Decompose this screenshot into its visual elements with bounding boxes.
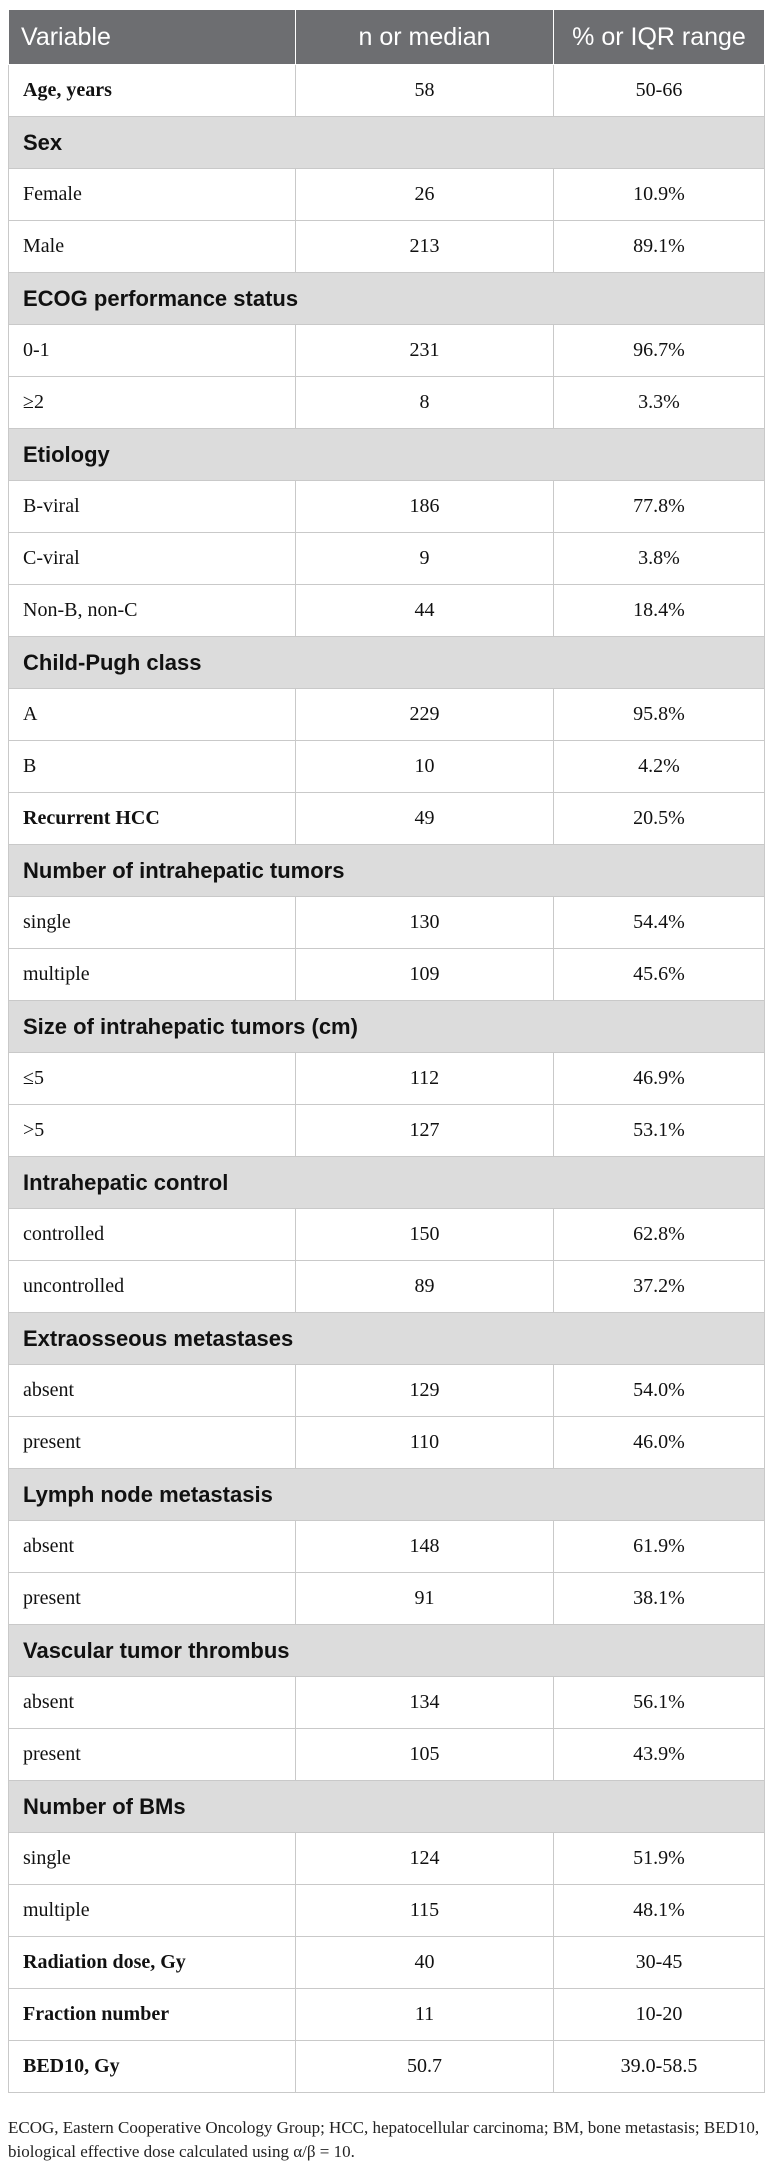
- table-row: [9, 1261, 765, 1313]
- n-or-median-cell: 91: [296, 1573, 554, 1625]
- pct-or-iqr-cell: 10-20: [554, 1989, 765, 2041]
- variable-cell: ≥2: [9, 377, 296, 429]
- table-row: [9, 1989, 765, 2041]
- table-row: [9, 949, 765, 1001]
- pct-or-iqr-cell: 4.2%: [554, 741, 765, 793]
- pct-or-iqr-cell: 89.1%: [554, 221, 765, 273]
- table-row: [9, 221, 765, 273]
- n-or-median-cell: 127: [296, 1105, 554, 1157]
- variable-cell: Radiation dose, Gy: [9, 1937, 296, 1989]
- n-or-median-cell: 26: [296, 169, 554, 221]
- table-row: [9, 1053, 765, 1105]
- n-or-median-cell: 229: [296, 689, 554, 741]
- header-n-or-median: n or median: [296, 10, 554, 65]
- n-or-median-cell: 50.7: [296, 2041, 554, 2093]
- section-title: ECOG performance status: [9, 273, 765, 325]
- pct-or-iqr-cell: 46.0%: [554, 1417, 765, 1469]
- pct-or-iqr-cell: 48.1%: [554, 1885, 765, 1937]
- table-row: [9, 169, 765, 221]
- n-or-median-cell: 150: [296, 1209, 554, 1261]
- section-header-row: [9, 1625, 765, 1677]
- table-row: [9, 1365, 765, 1417]
- table-row: [9, 1677, 765, 1729]
- variable-cell: present: [9, 1729, 296, 1781]
- variable-cell: single: [9, 1833, 296, 1885]
- table-row: [9, 1521, 765, 1573]
- header-pct-or-iqr: % or IQR range: [554, 10, 765, 65]
- n-or-median-cell: 213: [296, 221, 554, 273]
- table-row: [9, 897, 765, 949]
- variable-cell: absent: [9, 1677, 296, 1729]
- table-row: [9, 533, 765, 585]
- table-row: [9, 1417, 765, 1469]
- variable-cell: present: [9, 1573, 296, 1625]
- section-header-row: [9, 1469, 765, 1521]
- variable-cell: present: [9, 1417, 296, 1469]
- pct-or-iqr-cell: 54.0%: [554, 1365, 765, 1417]
- pct-or-iqr-cell: 56.1%: [554, 1677, 765, 1729]
- table-header-row: [9, 10, 765, 65]
- table-row: [9, 481, 765, 533]
- n-or-median-cell: 124: [296, 1833, 554, 1885]
- section-title: Size of intrahepatic tumors (cm): [9, 1001, 765, 1053]
- table-row: [9, 1729, 765, 1781]
- pct-or-iqr-cell: 46.9%: [554, 1053, 765, 1105]
- pct-or-iqr-cell: 77.8%: [554, 481, 765, 533]
- pct-or-iqr-cell: 20.5%: [554, 793, 765, 845]
- n-or-median-cell: 58: [296, 65, 554, 117]
- n-or-median-cell: 129: [296, 1365, 554, 1417]
- pct-or-iqr-cell: 18.4%: [554, 585, 765, 637]
- variable-cell: Female: [9, 169, 296, 221]
- table-row: [9, 2041, 765, 2093]
- variable-cell: multiple: [9, 949, 296, 1001]
- n-or-median-cell: 9: [296, 533, 554, 585]
- header-variable: Variable: [9, 10, 296, 65]
- n-or-median-cell: 231: [296, 325, 554, 377]
- section-title: Vascular tumor thrombus: [9, 1625, 765, 1677]
- section-header-row: [9, 637, 765, 689]
- variable-cell: >5: [9, 1105, 296, 1157]
- section-title: Lymph node metastasis: [9, 1469, 765, 1521]
- variable-cell: ≤5: [9, 1053, 296, 1105]
- n-or-median-cell: 110: [296, 1417, 554, 1469]
- pct-or-iqr-cell: 39.0-58.5: [554, 2041, 765, 2093]
- pct-or-iqr-cell: 45.6%: [554, 949, 765, 1001]
- table-row: [9, 1573, 765, 1625]
- n-or-median-cell: 8: [296, 377, 554, 429]
- pct-or-iqr-cell: 61.9%: [554, 1521, 765, 1573]
- section-header-row: [9, 1001, 765, 1053]
- n-or-median-cell: 11: [296, 1989, 554, 2041]
- table-row: [9, 585, 765, 637]
- variable-cell: multiple: [9, 1885, 296, 1937]
- section-header-row: [9, 1157, 765, 1209]
- n-or-median-cell: 109: [296, 949, 554, 1001]
- pct-or-iqr-cell: 3.8%: [554, 533, 765, 585]
- variable-cell: BED10, Gy: [9, 2041, 296, 2093]
- section-title: Extraosseous metastases: [9, 1313, 765, 1365]
- table-body: [9, 65, 765, 2093]
- variable-cell: single: [9, 897, 296, 949]
- variable-cell: B-viral: [9, 481, 296, 533]
- n-or-median-cell: 44: [296, 585, 554, 637]
- pct-or-iqr-cell: 51.9%: [554, 1833, 765, 1885]
- characteristics-table-container: [8, 9, 764, 2093]
- pct-or-iqr-cell: 10.9%: [554, 169, 765, 221]
- table-row: [9, 1209, 765, 1261]
- variable-cell: Non-B, non-C: [9, 585, 296, 637]
- pct-or-iqr-cell: 37.2%: [554, 1261, 765, 1313]
- section-title: Number of BMs: [9, 1781, 765, 1833]
- variable-cell: absent: [9, 1521, 296, 1573]
- section-header-row: [9, 273, 765, 325]
- table-row: [9, 325, 765, 377]
- table-row: [9, 741, 765, 793]
- n-or-median-cell: 134: [296, 1677, 554, 1729]
- variable-cell: Fraction number: [9, 1989, 296, 2041]
- table-row: [9, 1833, 765, 1885]
- table-row: [9, 689, 765, 741]
- variable-cell: Recurrent HCC: [9, 793, 296, 845]
- variable-cell: 0-1: [9, 325, 296, 377]
- n-or-median-cell: 40: [296, 1937, 554, 1989]
- n-or-median-cell: 112: [296, 1053, 554, 1105]
- table-row: [9, 377, 765, 429]
- section-header-row: [9, 429, 765, 481]
- n-or-median-cell: 10: [296, 741, 554, 793]
- table-row: [9, 793, 765, 845]
- variable-cell: A: [9, 689, 296, 741]
- pct-or-iqr-cell: 54.4%: [554, 897, 765, 949]
- section-header-row: [9, 1781, 765, 1833]
- pct-or-iqr-cell: 30-45: [554, 1937, 765, 1989]
- n-or-median-cell: 89: [296, 1261, 554, 1313]
- variable-cell: Male: [9, 221, 296, 273]
- table-row: [9, 65, 765, 117]
- pct-or-iqr-cell: 96.7%: [554, 325, 765, 377]
- section-title: Etiology: [9, 429, 765, 481]
- table-row: [9, 1937, 765, 1989]
- section-title: Sex: [9, 117, 765, 169]
- variable-cell: uncontrolled: [9, 1261, 296, 1313]
- variable-cell: C-viral: [9, 533, 296, 585]
- variable-cell: B: [9, 741, 296, 793]
- variable-cell: Age, years: [9, 65, 296, 117]
- section-header-row: [9, 1313, 765, 1365]
- pct-or-iqr-cell: 95.8%: [554, 689, 765, 741]
- n-or-median-cell: 130: [296, 897, 554, 949]
- n-or-median-cell: 186: [296, 481, 554, 533]
- characteristics-table: [8, 9, 765, 2093]
- section-header-row: [9, 845, 765, 897]
- pct-or-iqr-cell: 3.3%: [554, 377, 765, 429]
- n-or-median-cell: 115: [296, 1885, 554, 1937]
- section-title: Number of intrahepatic tumors: [9, 845, 765, 897]
- n-or-median-cell: 148: [296, 1521, 554, 1573]
- pct-or-iqr-cell: 62.8%: [554, 1209, 765, 1261]
- pct-or-iqr-cell: 38.1%: [554, 1573, 765, 1625]
- section-header-row: [9, 117, 765, 169]
- variable-cell: absent: [9, 1365, 296, 1417]
- table-row: [9, 1105, 765, 1157]
- section-title: Child-Pugh class: [9, 637, 765, 689]
- variable-cell: controlled: [9, 1209, 296, 1261]
- table-row: [9, 1885, 765, 1937]
- pct-or-iqr-cell: 50-66: [554, 65, 765, 117]
- section-title: Intrahepatic control: [9, 1157, 765, 1209]
- n-or-median-cell: 105: [296, 1729, 554, 1781]
- n-or-median-cell: 49: [296, 793, 554, 845]
- pct-or-iqr-cell: 53.1%: [554, 1105, 765, 1157]
- table-footnote: ECOG, Eastern Cooperative Oncology Group; HCC, hepatocellular carcinoma; BM, bone metastasis; BED10, biological effective dose calculated using α/β = 10.: [8, 2118, 760, 2161]
- pct-or-iqr-cell: 43.9%: [554, 1729, 765, 1781]
